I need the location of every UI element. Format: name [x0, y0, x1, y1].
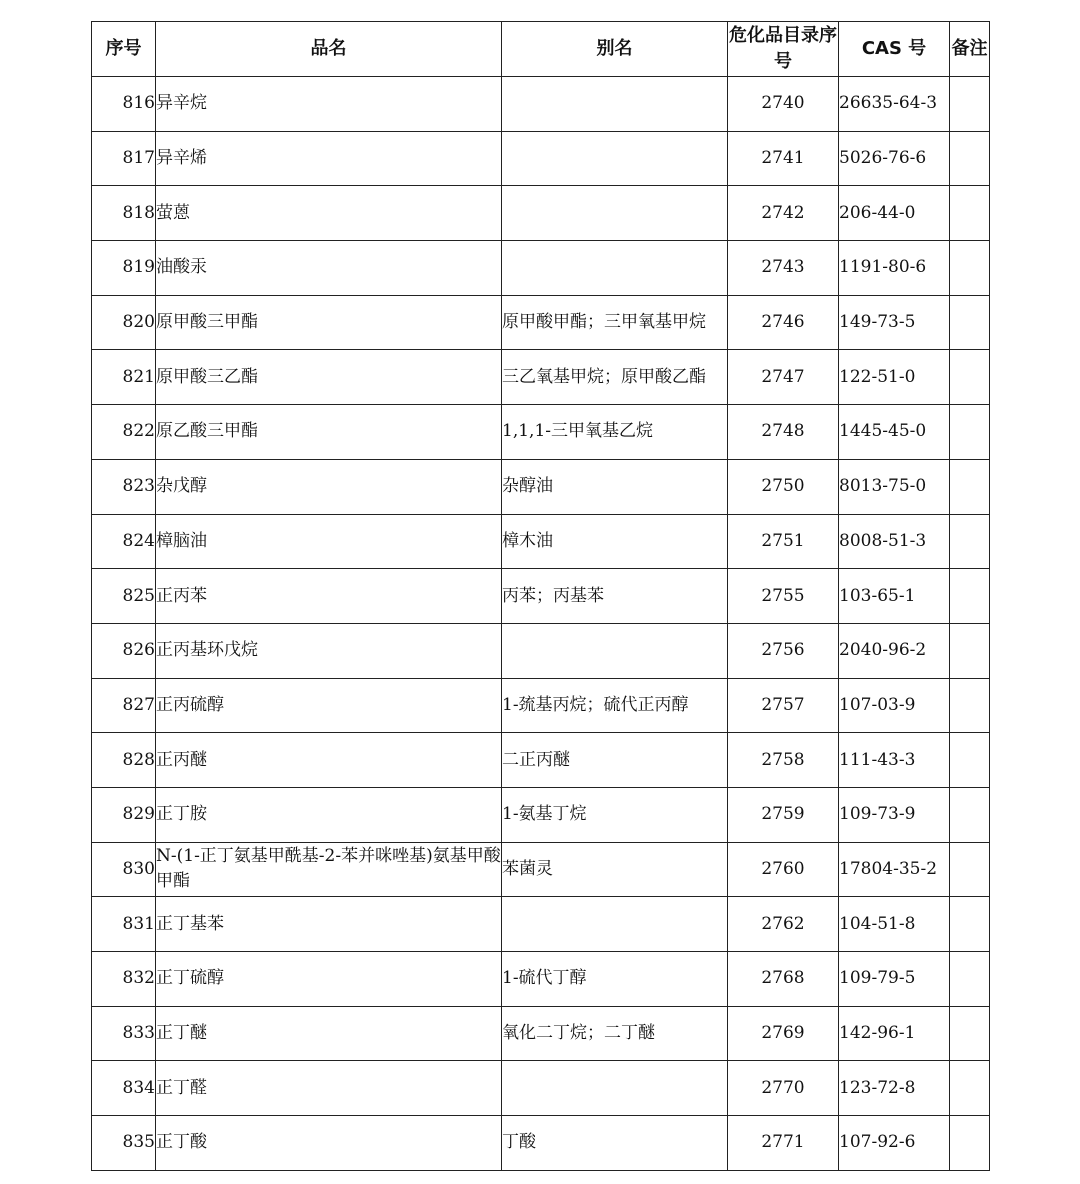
cell-catalog-number: 2768: [728, 952, 839, 1007]
cell-note: [950, 897, 990, 952]
cell-note: [950, 186, 990, 241]
cell-cas-number: 1445-45-0: [839, 405, 950, 460]
table-row: [92, 186, 990, 241]
cell-alias: [502, 295, 728, 350]
header-seq: 序号: [92, 22, 156, 77]
cell-seq: 822: [92, 405, 156, 460]
table-row: [92, 623, 990, 678]
cell-catalog-number: 2762: [728, 897, 839, 952]
cell-seq: 821: [92, 350, 156, 405]
table-row: [92, 405, 990, 460]
cell-alias-text: 杂醇油: [502, 476, 553, 497]
cell-cas-number: 107-03-9: [839, 678, 950, 733]
cell-seq: 834: [92, 1061, 156, 1116]
cell-alias: [502, 131, 728, 186]
table-row: [92, 514, 990, 569]
cell-name-text: 正丁基苯: [156, 913, 224, 934]
table-row: [92, 295, 990, 350]
chemical-list-table: [91, 21, 990, 1171]
cell-cas-number: 2040-96-2: [839, 623, 950, 678]
table-row: [92, 897, 990, 952]
header-note: 备注: [950, 22, 990, 77]
table-row: [92, 77, 990, 132]
cell-name-text: 油酸汞: [156, 257, 207, 278]
cell-catalog-number: 2760: [728, 842, 839, 897]
cell-name-text: 原甲酸三甲酯: [156, 312, 258, 333]
table-header: [92, 22, 990, 77]
cell-cas-number: 109-79-5: [839, 952, 950, 1007]
cell-catalog-number: 2770: [728, 1061, 839, 1116]
cell-seq: 820: [92, 295, 156, 350]
cell-cas-number: 103-65-1: [839, 569, 950, 624]
table-row: [92, 131, 990, 186]
table-row: [92, 733, 990, 788]
cell-cas-number: 8013-75-0: [839, 459, 950, 514]
table-row: [92, 678, 990, 733]
cell-note: [950, 842, 990, 897]
table-row: [92, 241, 990, 296]
cell-alias-text: 原甲酸甲酯；三甲氧基甲烷: [502, 312, 706, 333]
cell-alias-text: 1-巯基丙烷；硫代正丙醇: [502, 694, 689, 715]
header-catalog-number: 危化品目录序号: [728, 22, 839, 77]
cell-note: [950, 241, 990, 296]
cell-alias: [502, 623, 728, 678]
header-row: [92, 22, 990, 77]
cell-note: [950, 569, 990, 624]
cell-alias: [502, 241, 728, 296]
cell-name-text: 正丁胺: [156, 804, 207, 825]
cell-note: [950, 295, 990, 350]
cell-name: [156, 1006, 502, 1061]
cell-seq: 832: [92, 952, 156, 1007]
cell-alias: [502, 787, 728, 842]
cell-note: [950, 733, 990, 788]
cell-seq: 817: [92, 131, 156, 186]
cell-seq: 827: [92, 678, 156, 733]
cell-alias: [502, 678, 728, 733]
cell-cas-number: 109-73-9: [839, 787, 950, 842]
cell-alias-text: 氧化二丁烷；二丁醚: [502, 1023, 655, 1044]
cell-name-text: 正丙硫醇: [156, 694, 224, 715]
cell-seq: 835: [92, 1116, 156, 1171]
cell-alias: [502, 1116, 728, 1171]
cell-name: [156, 842, 502, 897]
cell-alias-text: 1-硫代丁醇: [502, 968, 587, 989]
cell-seq: 818: [92, 186, 156, 241]
cell-name-text: 正丁硫醇: [156, 968, 224, 989]
cell-note: [950, 952, 990, 1007]
cell-name: [156, 952, 502, 1007]
cell-name-text: 正丁醛: [156, 1077, 207, 1098]
cell-name-text: 樟脑油: [156, 530, 207, 551]
cell-catalog-number: 2756: [728, 623, 839, 678]
cell-seq: 824: [92, 514, 156, 569]
cell-cas-number: 5026-76-6: [839, 131, 950, 186]
cell-note: [950, 514, 990, 569]
header-cas-number: CAS 号: [839, 22, 950, 77]
cell-cas-number: 104-51-8: [839, 897, 950, 952]
cell-alias: [502, 569, 728, 624]
cell-name: [156, 295, 502, 350]
cell-catalog-number: 2757: [728, 678, 839, 733]
cell-seq: 828: [92, 733, 156, 788]
cell-name: [156, 514, 502, 569]
cell-alias: [502, 897, 728, 952]
cell-note: [950, 1006, 990, 1061]
cell-name: [156, 569, 502, 624]
cell-catalog-number: 2750: [728, 459, 839, 514]
table-row: [92, 569, 990, 624]
table-row: [92, 1061, 990, 1116]
cell-cas-number: 26635-64-3: [839, 77, 950, 132]
cell-alias: [502, 514, 728, 569]
table-row: [92, 459, 990, 514]
cell-cas-number: 17804-35-2: [839, 842, 950, 897]
cell-name: [156, 241, 502, 296]
cell-alias-text: 丁酸: [502, 1132, 536, 1153]
cell-note: [950, 77, 990, 132]
cell-name-text: 正丁酸: [156, 1132, 207, 1153]
cell-seq: 829: [92, 787, 156, 842]
cell-catalog-number: 2759: [728, 787, 839, 842]
cell-note: [950, 131, 990, 186]
cell-cas-number: 8008-51-3: [839, 514, 950, 569]
cell-note: [950, 623, 990, 678]
table-row: [92, 842, 990, 897]
cell-name: [156, 787, 502, 842]
cell-cas-number: 122-51-0: [839, 350, 950, 405]
cell-note: [950, 1116, 990, 1171]
cell-note: [950, 350, 990, 405]
cell-alias: [502, 77, 728, 132]
cell-alias: [502, 952, 728, 1007]
cell-seq: 830: [92, 842, 156, 897]
cell-seq: 825: [92, 569, 156, 624]
header-name: 品名: [156, 22, 502, 77]
cell-cas-number: 123-72-8: [839, 1061, 950, 1116]
cell-catalog-number: 2748: [728, 405, 839, 460]
cell-name: [156, 186, 502, 241]
cell-name-text: 正丙基环戊烷: [156, 640, 258, 661]
cell-cas-number: 206-44-0: [839, 186, 950, 241]
cell-alias: [502, 1006, 728, 1061]
cell-alias-text: 丙苯；丙基苯: [502, 585, 604, 606]
cell-seq: 816: [92, 77, 156, 132]
cell-name-text: 原乙酸三甲酯: [156, 421, 258, 442]
cell-cas-number: 1191-80-6: [839, 241, 950, 296]
cell-catalog-number: 2743: [728, 241, 839, 296]
cell-alias: [502, 405, 728, 460]
cell-name-text: 原甲酸三乙酯: [156, 366, 258, 387]
header-alias: 别名: [502, 22, 728, 77]
cell-catalog-number: 2751: [728, 514, 839, 569]
cell-cas-number: 111-43-3: [839, 733, 950, 788]
cell-name: [156, 459, 502, 514]
cell-name: [156, 77, 502, 132]
cell-name: [156, 678, 502, 733]
cell-cas-number: 107-92-6: [839, 1116, 950, 1171]
cell-name-text: 正丁醚: [156, 1023, 207, 1044]
cell-name-text: 异辛烯: [156, 148, 207, 169]
cell-catalog-number: 2758: [728, 733, 839, 788]
cell-note: [950, 787, 990, 842]
table-row: [92, 1006, 990, 1061]
cell-alias-text: 1,1,1-三甲氧基乙烷: [502, 421, 653, 442]
cell-catalog-number: 2755: [728, 569, 839, 624]
cell-seq: 833: [92, 1006, 156, 1061]
table-row: [92, 952, 990, 1007]
cell-alias: [502, 350, 728, 405]
cell-seq: 826: [92, 623, 156, 678]
cell-name-text: 杂戊醇: [156, 476, 207, 497]
cell-catalog-number: 2742: [728, 186, 839, 241]
cell-note: [950, 678, 990, 733]
cell-catalog-number: 2740: [728, 77, 839, 132]
cell-alias-text: 三乙氧基甲烷；原甲酸乙酯: [502, 366, 706, 387]
cell-cas-number: 142-96-1: [839, 1006, 950, 1061]
cell-seq: 823: [92, 459, 156, 514]
cell-name: [156, 897, 502, 952]
cell-name-text: N-(1-正丁氨基甲酰基-2-苯并咪唑基)氨基甲酸甲酯: [156, 846, 501, 892]
cell-catalog-number: 2769: [728, 1006, 839, 1061]
cell-note: [950, 1061, 990, 1116]
cell-name-text: 正丙醚: [156, 749, 207, 770]
cell-alias: [502, 1061, 728, 1116]
cell-seq: 831: [92, 897, 156, 952]
table-row: [92, 787, 990, 842]
cell-name: [156, 1116, 502, 1171]
cell-alias-text: 苯菌灵: [502, 858, 553, 879]
cell-alias: [502, 842, 728, 897]
cell-catalog-number: 2741: [728, 131, 839, 186]
cell-seq: 819: [92, 241, 156, 296]
cell-name: [156, 131, 502, 186]
cell-name-text: 正丙苯: [156, 585, 207, 606]
cell-name-text: 萤蒽: [156, 202, 190, 223]
cell-note: [950, 459, 990, 514]
cell-alias-text: 樟木油: [502, 530, 553, 551]
table-row: [92, 350, 990, 405]
cell-name: [156, 350, 502, 405]
cell-alias: [502, 186, 728, 241]
cell-catalog-number: 2746: [728, 295, 839, 350]
cell-name: [156, 405, 502, 460]
cell-name: [156, 1061, 502, 1116]
table-row: [92, 1116, 990, 1171]
cell-cas-number: 149-73-5: [839, 295, 950, 350]
table-body: [92, 77, 990, 1171]
cell-name: [156, 733, 502, 788]
cell-alias-text: 1-氨基丁烷: [502, 804, 587, 825]
cell-catalog-number: 2771: [728, 1116, 839, 1171]
cell-note: [950, 405, 990, 460]
cell-name-text: 异辛烷: [156, 93, 207, 114]
cell-alias: [502, 733, 728, 788]
cell-alias: [502, 459, 728, 514]
cell-catalog-number: 2747: [728, 350, 839, 405]
cell-name: [156, 623, 502, 678]
cell-alias-text: 二正丙醚: [502, 749, 570, 770]
